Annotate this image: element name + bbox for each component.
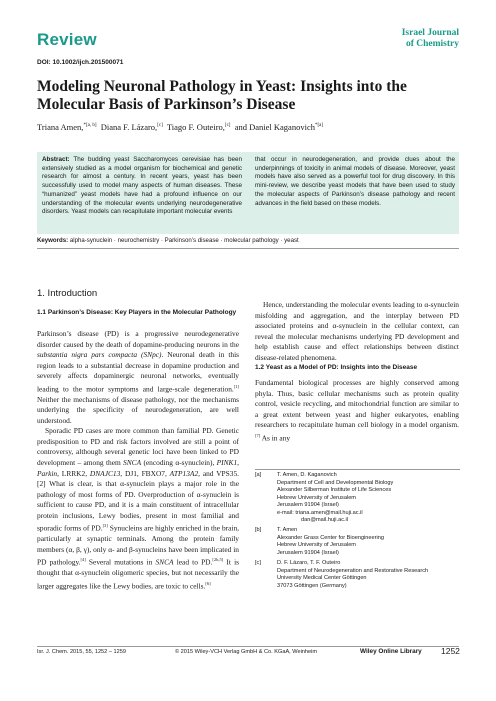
affiliation-line: Department of Neurodegeneration and Restorative Research [277,567,429,574]
affiliation-tag: [c] [255,560,261,567]
affiliation-line: Hebrew University of Jerusalem [277,542,356,549]
abstract-left-text: The budding yeast Saccharomyces cerevisiae has been extensively studied as a model organism for biochemical and genetic research for almost a century. In recent years, yeast has been successfully used to model many aspects of human diseases. These “humanized” yeast models have had a profound influence on our understanding of the molecular events underlying neurodegenerative disorders. Yeast models can recapitulate important molecular events [42,156,242,216]
abstract-label: Abstract: [42,156,70,163]
right-column-text-top [255,300,459,363]
journal-name-line1: Israel Journal [401,28,459,38]
doi[interactable]: DOI: 10.1002/ijch.201500071 [37,59,124,66]
author-list [37,122,323,132]
affiliations-divider [255,469,460,470]
abstract-left-column [42,156,242,217]
section-label: Review [37,30,97,49]
paragraph-3: Hence, understanding the molecular events leading to α-synuclein misfolding and aggregation, and the interplay between PD associated proteins and α-synuclein in the cellular context, can reveal the molecular mechanisms underlying PD development and help establish cause and effect relationships between distinct disease-related phenomena. [255,300,459,362]
footer-citation: Isr. J. Chem. 2015, 55, 1252 – 1259 [37,649,126,655]
affiliation-line: Alexander Silberman Institute of Life Sciences [277,487,392,494]
affiliations [255,472,465,593]
left-column-text [37,329,239,592]
journal-name-line2: of Chemistry [405,39,459,49]
author-3: Tiago F. Outeiro,[c] [166,122,231,132]
affiliation-1 [255,472,465,525]
subsection-heading-1-1: 1.1 Parkinson’s Disease: Key Players in the Molecular Pathology [37,309,237,316]
paragraph-2: Sporadic PD cases are more common than familial PD. Genetic predisposition to PD and risk factors involved are still a point of controversy, although several genetic loci have been linked to PD development – among them SNCA (encoding α-synuclein), PINK1, Parkin, LRRK2, DNAJC13, DJ1, FBXO7, ATP13A2, and VPS35.[2] What is clear, is that α-synuclein plays a major role in the pathology of most forms of PD. Overproduction of α-synuclein is sufficient to cause PD, and it is a main constituent of intracellular protein inclusions, Lewy bodies, present in most familial and sporadic forms of PD.[3] Synucleins are highly enriched in the brain, particularly at synaptic terminals. Among the protein family members (α, β, γ), only α- and β-synucleins have been implicated in PD pathology.[4] Several mutations in SNCA lead to PD.[2b,5] It is thought that α-synuclein oligomeric species, but not necessarily the larger aggregates like the Lewy bodies, are toxic to cells.[6] [37,426,240,591]
paragraph-1: Parkinson’s disease (PD) is a progressive neurodegenerative disorder caused by the death of dopamine-producing neurons in the substantia nigra pars compacta (SNpc). Neuronal death in this region leads to a substantial decrease in dopamine production and severely affects dopaminergic neuronal networks, eventually leading to the motor symptoms and large-scale degeneration.[1] Neither the mechanisms of disease pathology, nor the mechanisms underlying the specificity of neurodegeneration, are well understood. [37,329,239,425]
affiliation-line: T. Amen [277,527,298,534]
affiliation-tag: [b] [255,527,262,534]
keywords [37,237,299,244]
affiliation-line: Jerusalem 91904 (Israel) [277,502,339,509]
affiliation-line: 37073 Göttingen (Germany) [277,582,347,589]
affiliation-line: Hebrew University of Jerusalem [277,494,356,501]
section-heading-introduction: 1. Introduction [37,288,98,299]
affiliation-line: Alexander Grass Center for Bioengineering [277,534,384,541]
wiley-online-library-link[interactable]: Wiley Online Library [360,648,422,655]
right-column-text-bottom [255,378,459,444]
author-2: Diana F. Lázaro,[c] [100,122,163,132]
affiliation-tag: [a] [255,472,262,478]
affiliation-line: D. F. Lázaro, T. F. Outeiro [277,560,341,567]
article-title: Modeling Neuronal Pathology in Yeast: Insights into the Molecular Basis of Parkinson’s Disease [37,78,407,113]
subsection-heading-1-2: 1.2 Yeast as a Model of PD: Insights into the Disease [255,364,418,371]
keywords-text: alpha-synuclein · neurochemistry · Parkinson’s disease · molecular pathology · yeast [68,237,299,244]
footer-divider [37,646,459,647]
affiliation-line[interactable]: e-mail: triana.amen@mail.huji.ac.il [277,509,363,516]
keywords-label: Keywords: [37,237,69,244]
footer-copyright: © 2015 Wiley-VCH Verlag GmbH & Co. KGaA, Weinheim [175,649,318,655]
journal-name [402,28,459,50]
affiliation-3 [255,560,465,590]
affiliation-line: University Medical Center Göttingen [277,575,367,582]
author-1: Triana Amen,$^{*[a, b]}$ [37,122,97,132]
affiliation-line: T. Amen, D. Kaganovich [277,472,337,478]
page-number: 1252 [441,646,460,656]
author-4: and Daniel Kaganovich$^{*[a]}$ [234,122,324,132]
affiliation-2 [255,527,465,557]
header-divider [37,248,459,249]
affiliation-line[interactable]: dan@mail.huji.ac.il [301,517,349,524]
affiliation-line: Jerusalem 91904 (Israel) [277,549,339,556]
affiliation-line: Department of Cell and Developmental Biology [277,479,394,486]
paragraph-4: Fundamental biological processes are highly conserved among phyla. Thus, basic cellular mechanisms such as protein quality control, vesicle recycling, and mitochondrial function are similar to a great extent between yeast and higher eukaryotes, enabling researchers to recapitulate human cell biology in a model organism.[7] As in any [255,378,459,443]
abstract-right-column: that occur in neurodegeneration, and provide clues about the underpinnings of toxicity in animal models of disease. Moreover, yeast models have also served as a powerful tool for drug discovery. In this mini-review, we describe yeast models that have been used to study the molecular aspects of Parkinson’s disease pathology and recent advances in the field based on these models. [255,156,455,207]
